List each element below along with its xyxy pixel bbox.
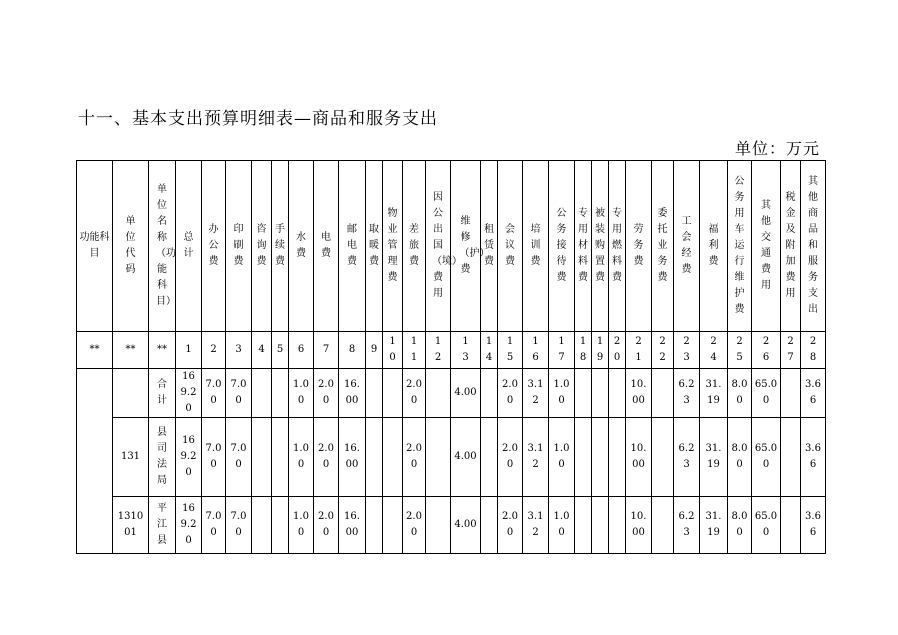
value-cell xyxy=(226,497,252,554)
column-number xyxy=(366,332,383,369)
value-cell xyxy=(752,369,781,418)
cell-value: 10.00 xyxy=(630,379,647,406)
column-header-label: 专用燃料费 xyxy=(612,208,622,283)
column-number-text: 22 xyxy=(659,336,666,363)
value-cell xyxy=(339,418,366,497)
column-number-text: 26 xyxy=(762,336,770,363)
value-cell xyxy=(498,369,523,418)
column-header-label: 租赁费 xyxy=(484,224,494,267)
column-number-text: 23 xyxy=(683,336,690,363)
value-cell xyxy=(403,497,426,554)
column-number xyxy=(339,332,366,369)
value-cell xyxy=(700,418,728,497)
column-header-label: 水费 xyxy=(296,232,306,259)
column-header-label: 专用材料费 xyxy=(578,208,588,283)
column-number xyxy=(481,332,498,369)
column-header-label: 被装购置费 xyxy=(595,208,605,283)
column-header xyxy=(176,161,202,332)
cell-value: 2.00 xyxy=(502,511,518,538)
column-header-label: 会议费 xyxy=(505,224,515,267)
column-number-text: 19 xyxy=(596,336,604,363)
cell-value: 1.00 xyxy=(553,379,570,406)
column-number-text: 9 xyxy=(370,344,378,355)
column-number xyxy=(752,332,781,369)
column-number xyxy=(451,332,481,369)
value-cell xyxy=(426,497,451,554)
unit-name-cell xyxy=(149,369,176,418)
cell-value: 4.00 xyxy=(454,451,477,462)
column-number-text: 25 xyxy=(736,336,743,363)
cell-value: 2.00 xyxy=(502,443,518,470)
page-title: 十一、基本支出预算明细表—商品和服务支出 xyxy=(78,109,438,129)
value-cell xyxy=(523,418,549,497)
value-cell xyxy=(752,497,781,554)
column-number xyxy=(549,332,575,369)
column-number-text: 21 xyxy=(635,336,642,363)
column-header-label: 委托业务费 xyxy=(657,208,668,283)
value-cell xyxy=(549,369,575,418)
column-header xyxy=(549,161,575,332)
cell-value: 7.00 xyxy=(230,511,247,538)
column-header xyxy=(252,161,272,332)
column-number xyxy=(728,332,752,369)
column-number-text: 6 xyxy=(297,344,305,355)
column-header xyxy=(149,161,176,332)
value-cell xyxy=(592,418,609,497)
table-row xyxy=(77,497,826,554)
value-cell xyxy=(549,497,575,554)
column-header xyxy=(226,161,252,332)
column-header-label: 公务用车运行维护费 xyxy=(734,176,745,315)
value-cell xyxy=(176,418,202,497)
column-number xyxy=(314,332,339,369)
column-header xyxy=(481,161,498,332)
unit-code: 131 xyxy=(120,451,141,462)
cell-value: 2.00 xyxy=(318,379,334,406)
unit-name: 县司法局 xyxy=(157,427,167,486)
cell-value: 3.12 xyxy=(527,511,544,538)
cell-value: 16.00 xyxy=(344,443,360,470)
column-number-text: 14 xyxy=(485,336,493,363)
unit-code-cell xyxy=(113,497,149,554)
value-cell xyxy=(383,497,403,554)
column-header-label: 单位代码 xyxy=(125,216,136,275)
column-number xyxy=(781,332,801,369)
column-number xyxy=(176,332,202,369)
column-header-label: 其他商品和服务支出 xyxy=(808,176,818,315)
column-header-label: 邮电费 xyxy=(347,224,357,267)
value-cell xyxy=(176,369,202,418)
column-number-text: 12 xyxy=(434,336,442,363)
column-header-label: 公务接待费 xyxy=(556,208,567,283)
value-cell xyxy=(403,418,426,497)
value-cell xyxy=(314,369,339,418)
value-cell xyxy=(781,418,801,497)
column-header-label: 工会经费 xyxy=(681,216,692,275)
cell-value: 8.00 xyxy=(731,511,748,538)
table-row xyxy=(77,369,826,418)
cell-value: 3.12 xyxy=(527,379,544,406)
unit-name-cell xyxy=(149,497,176,554)
value-cell xyxy=(498,418,523,497)
value-cell xyxy=(481,497,498,554)
cell-value: 7.00 xyxy=(205,511,222,538)
column-number-text: 16 xyxy=(532,336,539,363)
value-cell xyxy=(575,497,592,554)
value-cell xyxy=(451,418,481,497)
value-cell xyxy=(592,369,609,418)
column-header xyxy=(674,161,700,332)
column-header xyxy=(426,161,462,332)
value-cell xyxy=(728,418,752,497)
value-cell xyxy=(366,497,383,554)
unit-code-cell xyxy=(113,418,149,497)
column-number xyxy=(609,332,626,369)
column-number-text: 3 xyxy=(235,344,242,355)
cell-value: 10.00 xyxy=(630,443,647,470)
value-cell xyxy=(289,497,314,554)
value-cell xyxy=(226,369,252,418)
value-cell xyxy=(523,369,549,418)
value-cell xyxy=(781,497,801,554)
cell-value: 4.00 xyxy=(454,519,477,530)
value-cell xyxy=(801,369,826,418)
column-number-text: 15 xyxy=(506,336,514,363)
value-cell xyxy=(226,418,252,497)
value-cell xyxy=(752,418,781,497)
cell-value: 2.00 xyxy=(502,379,518,406)
cell-value: 7.00 xyxy=(230,379,247,406)
column-header-label: 税金及附加费用 xyxy=(785,192,796,299)
column-header xyxy=(700,161,728,332)
value-cell xyxy=(652,369,674,418)
column-header-label: 福利费 xyxy=(708,224,719,267)
value-cell xyxy=(481,418,498,497)
value-cell xyxy=(523,497,549,554)
unit-name: 合计 xyxy=(157,379,167,406)
cell-value: 3.66 xyxy=(805,511,821,538)
column-header xyxy=(609,161,626,332)
cell-value: 2.00 xyxy=(406,443,422,470)
cell-value: 31.19 xyxy=(705,379,722,406)
cell-value: 7.00 xyxy=(230,443,247,470)
value-cell xyxy=(575,369,592,418)
value-cell xyxy=(366,418,383,497)
column-number xyxy=(289,332,314,369)
column-header xyxy=(498,161,523,332)
column-number-text: 10 xyxy=(389,336,396,363)
column-number xyxy=(226,332,252,369)
column-header-label: 其他交通费用 xyxy=(761,200,771,291)
value-cell xyxy=(339,369,366,418)
value-cell xyxy=(609,497,626,554)
value-cell xyxy=(426,418,451,497)
column-number-text: 24 xyxy=(710,336,717,363)
value-cell xyxy=(626,418,652,497)
column-header xyxy=(781,161,801,332)
unit-code: 131001 xyxy=(117,511,144,538)
unit-code-cell xyxy=(113,369,149,418)
cell-value: 1.00 xyxy=(293,379,309,406)
column-header-label: 电费 xyxy=(321,232,331,259)
column-header-label: 物业管理费 xyxy=(387,208,398,283)
cell-value: 3.66 xyxy=(805,443,821,470)
cell-value: 1.00 xyxy=(293,511,309,538)
column-header xyxy=(523,161,549,332)
column-number-text: 1 xyxy=(185,344,192,355)
value-cell xyxy=(289,369,314,418)
column-number-text: 5 xyxy=(276,344,284,355)
column-header xyxy=(272,161,289,332)
column-header xyxy=(289,161,314,332)
column-header xyxy=(728,161,752,332)
table-header-row xyxy=(77,161,826,332)
value-cell xyxy=(700,369,728,418)
value-cell xyxy=(575,418,592,497)
value-cell xyxy=(252,369,272,418)
column-number xyxy=(383,332,403,369)
column-number xyxy=(592,332,609,369)
cell-value: 10.00 xyxy=(630,511,647,538)
value-cell xyxy=(202,497,226,554)
cell-value: 169.20 xyxy=(180,503,197,546)
column-number xyxy=(700,332,728,369)
table-row xyxy=(77,418,826,497)
value-cell xyxy=(674,497,700,554)
value-cell xyxy=(176,497,202,554)
column-header xyxy=(592,161,609,332)
value-cell xyxy=(272,369,289,418)
value-cell xyxy=(252,497,272,554)
value-cell xyxy=(383,369,403,418)
value-cell xyxy=(652,418,674,497)
value-cell xyxy=(289,418,314,497)
column-header-label: 功能科目 xyxy=(79,232,110,259)
column-number-text: 17 xyxy=(558,336,565,363)
column-header-label: 差旅费 xyxy=(409,224,419,267)
cell-value: 1.00 xyxy=(293,443,309,470)
value-cell xyxy=(700,497,728,554)
column-header-label: 培训费 xyxy=(530,224,541,267)
cell-value: 16.00 xyxy=(344,379,360,406)
column-number xyxy=(113,332,149,369)
cell-value: 6.23 xyxy=(678,511,695,538)
cell-value: 4.00 xyxy=(454,387,477,398)
column-number xyxy=(403,332,426,369)
column-number-text: 20 xyxy=(613,336,621,363)
value-cell xyxy=(202,369,226,418)
column-number xyxy=(674,332,700,369)
value-cell xyxy=(451,369,481,418)
column-number xyxy=(626,332,652,369)
unit-name-cell xyxy=(149,418,176,497)
column-header xyxy=(752,161,781,332)
value-cell xyxy=(609,369,626,418)
cell-value: 2.00 xyxy=(318,511,334,538)
column-number xyxy=(149,332,176,369)
value-cell xyxy=(549,418,575,497)
column-number-text: 27 xyxy=(787,336,794,363)
column-number-text: 2 xyxy=(210,344,217,355)
value-cell xyxy=(626,497,652,554)
column-number xyxy=(426,332,451,369)
column-header xyxy=(403,161,426,332)
column-header xyxy=(314,161,339,332)
value-cell xyxy=(314,497,339,554)
cell-value: 65.00 xyxy=(754,379,778,406)
cell-value: 2.00 xyxy=(406,379,422,406)
value-cell xyxy=(252,418,272,497)
value-cell xyxy=(272,418,289,497)
column-number xyxy=(523,332,549,369)
column-header xyxy=(366,161,383,332)
cell-value: 6.23 xyxy=(678,379,695,406)
column-header xyxy=(383,161,403,332)
value-cell xyxy=(652,497,674,554)
value-cell xyxy=(728,497,752,554)
value-cell xyxy=(202,418,226,497)
value-cell xyxy=(609,418,626,497)
column-header-label: 印刷费 xyxy=(233,224,244,267)
column-header xyxy=(575,161,592,332)
cell-value: 31.19 xyxy=(705,443,722,470)
cell-value: 7.00 xyxy=(205,379,222,406)
cell-value: 1.00 xyxy=(553,511,570,538)
column-number xyxy=(77,332,113,369)
value-cell xyxy=(451,497,481,554)
value-cell xyxy=(801,497,826,554)
column-header xyxy=(113,161,149,332)
value-cell xyxy=(481,369,498,418)
column-number-text: 11 xyxy=(410,336,418,363)
value-cell xyxy=(674,418,700,497)
column-header xyxy=(77,161,113,332)
column-number-text: 7 xyxy=(322,344,330,355)
column-header-label: 办公费 xyxy=(208,224,219,267)
column-header-label: 因公出国（境）费用 xyxy=(432,192,462,299)
value-cell xyxy=(403,369,426,418)
column-header-label: 取暖费 xyxy=(369,224,379,267)
column-number-text: 18 xyxy=(579,336,587,363)
column-number xyxy=(252,332,272,369)
expenditure-table xyxy=(76,160,826,554)
column-number xyxy=(202,332,226,369)
value-cell xyxy=(801,418,826,497)
column-header-label: 总计 xyxy=(183,232,194,259)
cell-value: 65.00 xyxy=(754,511,778,538)
value-cell xyxy=(383,418,403,497)
cell-value: 2.00 xyxy=(318,443,334,470)
column-number-text: ** xyxy=(157,344,167,355)
column-header-label: 单位名称（功能科目） xyxy=(156,184,176,307)
column-number xyxy=(652,332,674,369)
cell-value: 31.19 xyxy=(705,511,722,538)
unit-name: 平江县 xyxy=(157,503,167,546)
column-number xyxy=(498,332,523,369)
column-header xyxy=(626,161,652,332)
value-cell xyxy=(592,497,609,554)
column-number-text: ** xyxy=(125,344,136,355)
value-cell xyxy=(674,369,700,418)
cell-value: 3.12 xyxy=(527,443,544,470)
value-cell xyxy=(728,369,752,418)
value-cell xyxy=(498,497,523,554)
cell-value: 8.00 xyxy=(731,443,748,470)
column-number xyxy=(272,332,289,369)
column-header-label: 劳务费 xyxy=(633,224,644,267)
value-cell xyxy=(781,369,801,418)
function-subject-cell xyxy=(77,369,113,554)
column-header xyxy=(339,161,366,332)
column-header xyxy=(202,161,226,332)
column-number-text: 8 xyxy=(348,344,356,355)
value-cell xyxy=(314,418,339,497)
value-cell xyxy=(366,369,383,418)
value-cell xyxy=(272,497,289,554)
column-number-text: 4 xyxy=(258,344,265,355)
column-number xyxy=(801,332,826,369)
unit-label: 单位：万元 xyxy=(735,139,821,158)
cell-value: 169.20 xyxy=(180,435,197,478)
cell-value: 169.20 xyxy=(180,371,197,414)
column-header xyxy=(652,161,674,332)
cell-value: 1.00 xyxy=(553,443,570,470)
column-number xyxy=(575,332,592,369)
column-number-row xyxy=(77,332,826,369)
value-cell xyxy=(339,497,366,554)
column-number-text: ** xyxy=(89,344,100,355)
column-number-text: 28 xyxy=(809,336,817,363)
cell-value: 7.00 xyxy=(205,443,222,470)
cell-value: 16.00 xyxy=(344,511,360,538)
column-header-label: 咨询费 xyxy=(256,224,267,267)
cell-value: 8.00 xyxy=(731,379,748,406)
column-header-label: 手续费 xyxy=(275,224,285,267)
column-header xyxy=(801,161,826,332)
column-header-label: 维修（护）费 xyxy=(459,216,490,275)
cell-value: 65.00 xyxy=(754,443,778,470)
value-cell xyxy=(626,369,652,418)
cell-value: 6.23 xyxy=(678,443,695,470)
column-number-text: 13 xyxy=(462,336,469,363)
cell-value: 3.66 xyxy=(805,379,821,406)
cell-value: 2.00 xyxy=(406,511,422,538)
value-cell xyxy=(426,369,451,418)
